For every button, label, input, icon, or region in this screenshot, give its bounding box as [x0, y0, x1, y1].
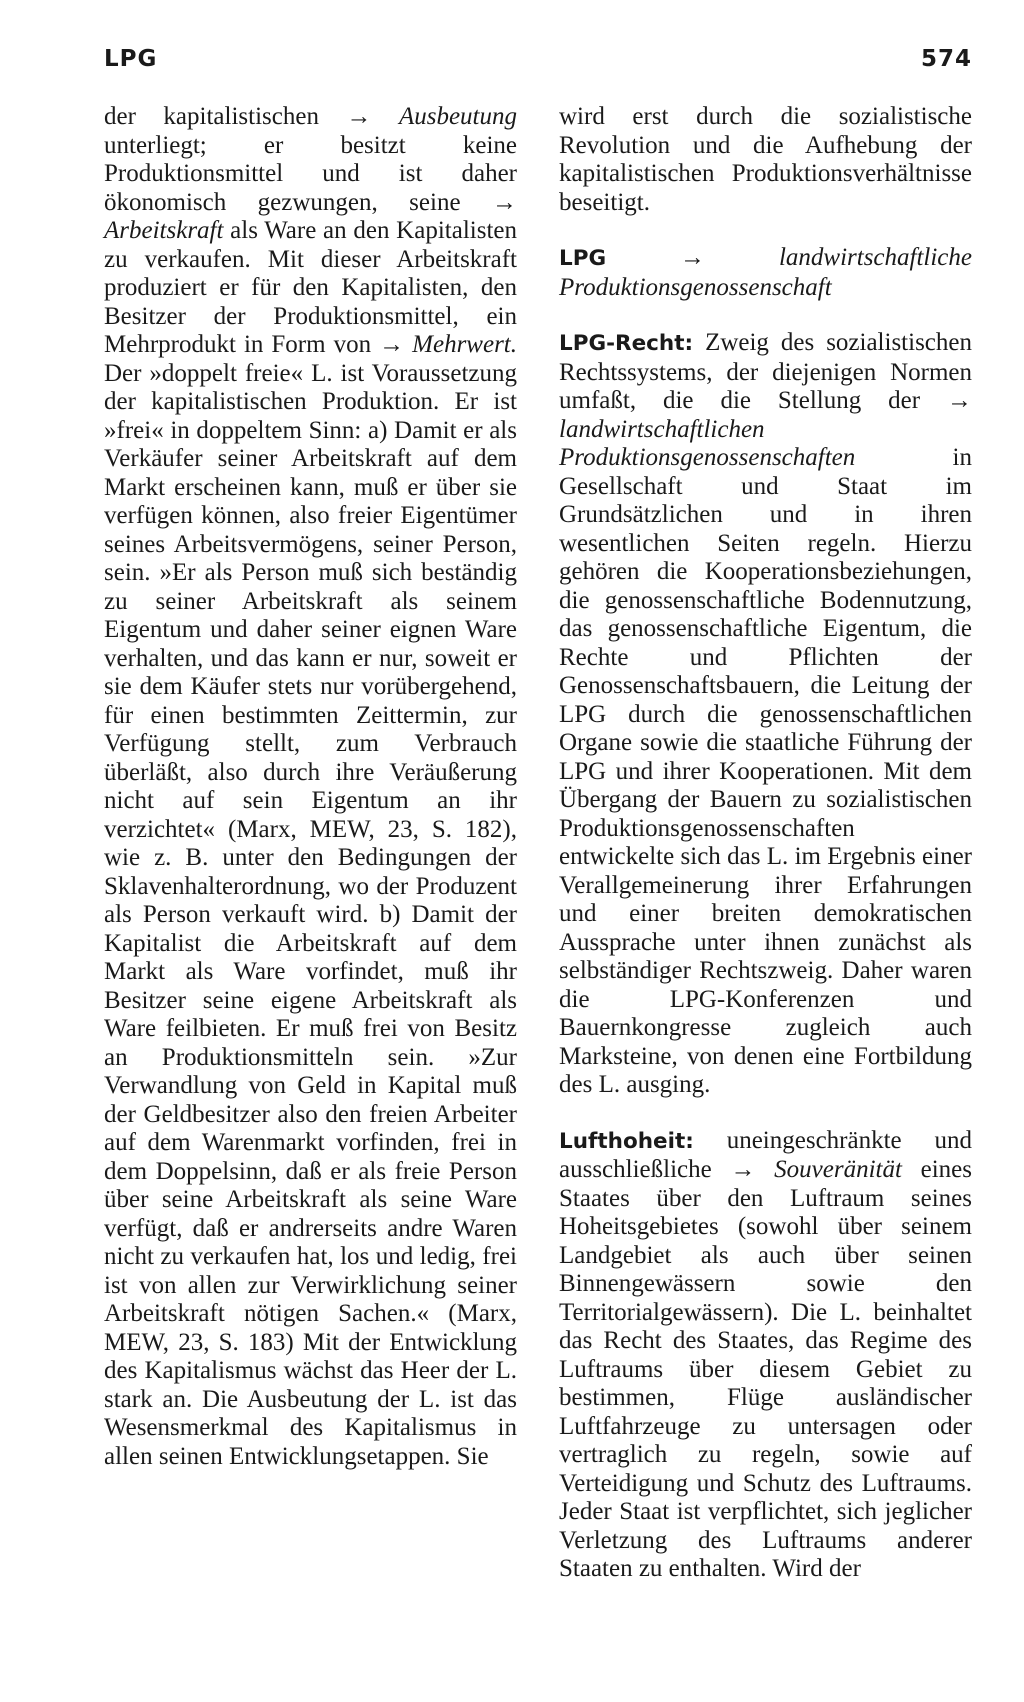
entry-continuation: [104, 103, 517, 1471]
arrow-icon: →: [947, 387, 972, 414]
cross-reference-mehrwert[interactable]: Mehrwert.: [412, 331, 518, 358]
body-text: in Gesellschaft und Staat im Grundsätzlichen und in ihren wesentlichen Seiten regeln. Hierzu gehören die Kooperationsbeziehungen, die genossenschaftliche Bodennutzung, das genossenschaftliche Eigentum, die Rechte und Pflichten der Genossenschaftsbauern, die Leitung der LPG durch die genossenschaftlichen Organe sowie die staatliche Führung der LPG und ihrer Kooperationen. Mit dem Übergang der Bauern zu sozialistischen Produktionsgenossenschaften entwickelte sich das L. im Ergebnis einer Verallgemeinerung ihrer Erfahrungen und einer breiten demokratischen Aussprache unter ihnen zunächst als selbständiger Rechtszweig. Daher waren die LPG-Konferenzen und Bauernkongresse zugleich auch Marksteine, von denen eine Fortbildung des L. ausging.: [559, 444, 972, 1098]
body-text: der kapitalistischen: [104, 103, 347, 130]
entry-lpg: [559, 244, 972, 302]
entry-term: LPG: [559, 246, 607, 271]
cross-reference-ausbeutung[interactable]: Ausbeutung: [398, 103, 517, 130]
cross-reference-produktionsgenossenschaft[interactable]: landwirtschaftliche Produktionsgenossenschaft: [559, 244, 972, 301]
entry-term: Lufthoheit:: [559, 1128, 694, 1154]
running-head-term: LPG: [104, 46, 158, 72]
body-text: eines Staates über den Luftraum seines Hoheitsgebietes (sowohl über seinem Landgebiet als auch über seinen Binnengewässern sowie den Territorialgewässern). Die L. beinhaltet das Recht des Staates, das Regime des Luftraums über diesem Gebiet zu bestimmen, Flüge ausländischer Luftfahrzeuge zu untersagen oder vertraglich zu regeln, sowie auf Verteidigung und Schutz des Luftraums. Jeder Staat ist verpflichtet, sich jeglicher Verletzung des Luftraums anderer Staaten zu enthalten. Wird der: [559, 1156, 972, 1582]
entry-continuation: wird erst durch die sozialistische Revolution und die Aufhebung der kapitalistischen Produktionsverhältnisse beseitigt.: [559, 103, 972, 216]
entry-term: LPG-Recht:: [559, 331, 694, 356]
left-column: [104, 103, 517, 1471]
entry-lufthoheit: [559, 1127, 972, 1584]
arrow-icon: →: [680, 244, 706, 271]
body-text: als Ware an den Kapitalisten zu verkaufen. Mit dieser Arbeitskraft produziert er für den Kapitalisten, den Besitzer der Produktionsmittel, ein Mehrprodukt in Form von: [104, 217, 517, 358]
body-text: Der »doppelt freie« L. ist Voraussetzung der kapitalistischen Produktion. Er ist »frei« in doppeltem Sinn: a) Damit er als Verkäufer seiner Arbeitskraft auf dem Markt erscheinen kann, muß er über sie verfügen können, also freier Eigentümer seines Arbeitsvermögens, seiner Person, sein. »Er als Person muß sich beständig zu seiner Arbeitskraft als seinem Eigentum und daher seiner eignen Ware verhalten, und das kann er nur, soweit er sie dem Käufer stets nur vorübergehend, für einen bestimmten Zeittermin, zur Verfügung stellt, zum Verbrauch überläßt, also durch ihre Veräußerung nicht auf sein Eigentum an ihr verzichtet« (Marx, MEW, 23, S. 182), wie z. B. unter den Bedingungen der Sklavenhalterordnung, wo der Produzent als Person verkauft wird. b) Damit der Kapitalist die Arbeitskraft auf dem Markt als Ware vorfindet, muß ihr Besitzer seine eigene Arbeitskraft als Ware feilbieten. Er muß frei von Besitz an Produktionsmitteln sein. »Zur Verwandlung von Geld in Kapital muß der Geldbesitzer also den freien Arbeiter auf dem Warenmarkt vorfinden, frei in dem Doppelsinn, daß er als freie Person über seine Arbeitskraft als seine Ware verfügt, daß er andrerseits andre Waren nicht zu verkaufen hat, los und ledig, frei ist von allen zur Verwirklichung seiner Arbeitskraft nötigen Sachen.« (Marx, MEW, 23, S. 183) Mit der Entwicklung des Kapitalismus wächst das Heer der L. stark an. Die Ausbeutung der L. ist das Wesensmerkmal des Kapitalismus in allen seinen Entwicklungsetappen. Sie: [104, 359, 517, 1470]
right-column: [559, 103, 972, 1584]
cross-reference-arbeitskraft[interactable]: Arbeitskraft: [104, 217, 224, 244]
arrow-icon: →: [492, 188, 517, 216]
arrow-icon: →: [346, 103, 372, 130]
arrow-icon: →: [730, 1156, 756, 1183]
cross-reference-souveraenitaet[interactable]: Souveränität: [774, 1156, 902, 1183]
body-text: unterliegt; er besitzt keine Produktionsmittel und ist daher ökonomisch gezwungen, seine: [104, 131, 517, 216]
body-text: Zweig des sozialistischen Rechtssystems, der diejenigen Normen umfaßt, die die Stellung der: [559, 329, 972, 414]
entry-lpg-recht: [559, 329, 972, 1100]
cross-reference-produktionsgenossenschaften[interactable]: landwirtschaftlichen Produktionsgenossenschaften: [559, 415, 856, 471]
arrow-icon: →: [379, 331, 405, 358]
page-number: 574: [920, 46, 972, 72]
body-text: uneingeschränkte und ausschließliche: [559, 1126, 972, 1183]
